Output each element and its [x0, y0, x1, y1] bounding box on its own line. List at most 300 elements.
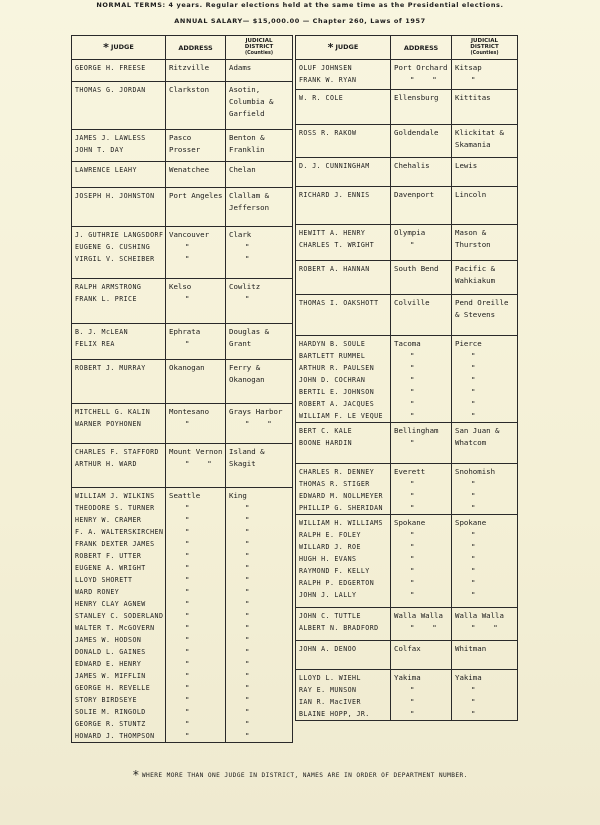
district-line: "	[471, 491, 476, 500]
district-line: "	[471, 530, 476, 539]
address-cell	[391, 515, 451, 601]
district-cell	[452, 515, 517, 601]
judge-name: HOWARD J. THOMPSON	[75, 732, 155, 740]
judge-name: JOHN T. DAY	[75, 146, 124, 154]
address-cell	[391, 670, 451, 720]
address-line: "	[410, 375, 415, 384]
judge-name: F. A. WALTERSKIRCHEN	[75, 528, 164, 536]
table-row	[72, 82, 293, 130]
judge-name: EUGENE A. WRIGHT	[75, 564, 146, 572]
address-line: "	[410, 697, 415, 706]
address-line: "	[410, 240, 415, 249]
district-line: Klickitat &	[455, 128, 504, 137]
judge-name: WARD RONEY	[75, 588, 120, 596]
judge-name: PHILLIP G. SHERIDAN	[299, 504, 383, 512]
district-cell	[452, 295, 517, 321]
district-line: Clark	[229, 230, 252, 239]
judge-names-cell	[72, 404, 165, 430]
address-line: Ephrata	[169, 327, 201, 336]
table-row	[296, 670, 518, 721]
judge-name: EUGENE G. CUSHING	[75, 243, 151, 251]
address-column-header: ADDRESS	[391, 36, 452, 60]
address-cell	[391, 608, 451, 634]
address-cell	[391, 464, 451, 514]
judge-names-cell	[296, 125, 390, 139]
table-row	[72, 324, 293, 360]
table-row	[296, 158, 518, 187]
district-line: Chelan	[229, 165, 256, 174]
judge-name: WILLIAM H. WILLIAMS	[299, 519, 383, 527]
address-cell	[166, 227, 225, 265]
judge-name: J. GUTHRIE LANGSDORF	[75, 231, 164, 239]
address-line: "	[185, 419, 190, 428]
judge-name: ROBERT F. UTTER	[75, 552, 142, 560]
table-row	[72, 444, 293, 488]
judge-name: THOMAS G. JORDAN	[75, 86, 146, 94]
judge-name: RAY E. MUNSON	[299, 686, 357, 694]
district-cell	[226, 324, 292, 350]
judge-name: WILLIAM J. WILKINS	[75, 492, 155, 500]
judge-name: THOMAS I. OAKSHOTT	[299, 299, 379, 307]
address-cell	[166, 324, 225, 350]
address-line: South Bend	[394, 264, 439, 273]
judge-name: THOMAS R. STIGER	[299, 480, 370, 488]
judge-name: CHARLES T. WRIGHT	[299, 241, 375, 249]
address-cell	[391, 90, 451, 104]
address-line: Okanogan	[169, 363, 205, 372]
district-line: Skagit	[229, 459, 256, 468]
address-line: " "	[410, 623, 437, 632]
judge-name: ARTHUR H. WARD	[75, 460, 137, 468]
judge-names-cell	[296, 670, 390, 720]
address-line: "	[410, 685, 415, 694]
address-line: "	[410, 554, 415, 563]
address-line: "	[185, 659, 190, 668]
terms-header: NORMAL TERMS: 4 years. Regular elections held at the same time as the Presidential elections.	[96, 1, 504, 9]
district-line: "	[245, 503, 250, 512]
district-line: "	[471, 479, 476, 488]
judge-name: JAMES W. MIFFLIN	[75, 672, 146, 680]
judge-name: ROBERT A. JACQUES	[299, 400, 375, 408]
address-line: "	[185, 294, 190, 303]
address-line: "	[410, 387, 415, 396]
address-line: "	[185, 254, 190, 263]
table-row	[296, 60, 518, 90]
judge-name: HENRY CLAY AGNEW	[75, 600, 146, 608]
address-line: "	[185, 623, 190, 632]
judge-name: ARTHUR R. PAULSEN	[299, 364, 375, 372]
judge-names-cell	[296, 158, 390, 172]
district-line: Jefferson	[229, 203, 270, 212]
address-line: "	[185, 635, 190, 644]
district-line: King	[229, 491, 247, 500]
table-row	[72, 279, 293, 324]
address-line: "	[185, 683, 190, 692]
district-line: Cowlitz	[229, 282, 261, 291]
judge-name: GEORGE H. FREESE	[75, 64, 146, 72]
district-line: "	[245, 647, 250, 656]
table-row	[72, 227, 293, 279]
district-line: Lewis	[455, 161, 478, 170]
district-line: Garfield	[229, 109, 265, 118]
address-line: "	[410, 590, 415, 599]
address-cell	[391, 423, 451, 449]
address-cell	[391, 158, 451, 172]
judge-name: FRANK L. PRICE	[75, 295, 137, 303]
district-line: Whatcom	[455, 438, 487, 447]
salary-header: ANNUAL SALARY— $15,000.00 — Chapter 260, Laws of 1957	[174, 17, 426, 25]
judge-name: BOONE HARDIN	[299, 439, 353, 447]
district-cell	[452, 464, 517, 514]
judge-name: ROBERT J. MURRAY	[75, 364, 146, 372]
district-line: Pacific &	[455, 264, 496, 273]
district-line: "	[471, 375, 476, 384]
district-line: Franklin	[229, 145, 265, 154]
district-line: "	[245, 611, 250, 620]
judge-name: JOSEPH H. JOHNSTON	[75, 192, 155, 200]
address-line: "	[185, 695, 190, 704]
district-line: "	[471, 503, 476, 512]
address-cell	[391, 336, 451, 422]
district-cell	[226, 279, 292, 305]
judge-name: EDWARD E. HENRY	[75, 660, 142, 668]
address-line: "	[410, 566, 415, 575]
judge-name: STORY BIRDSEYE	[75, 696, 137, 704]
judge-name: BERT C. KALE	[299, 427, 353, 435]
district-line: Ferry &	[229, 363, 261, 372]
address-line: "	[410, 411, 415, 420]
address-cell	[166, 162, 225, 176]
judge-name: ALBERT N. BRADFORD	[299, 624, 379, 632]
address-line: Colfax	[394, 644, 421, 653]
address-line: Everett	[394, 467, 426, 476]
judge-names-cell	[296, 225, 390, 251]
address-cell	[391, 187, 451, 201]
address-line: "	[185, 599, 190, 608]
district-line: "	[245, 515, 250, 524]
table-row	[296, 225, 518, 261]
address-line: Seattle	[169, 491, 201, 500]
address-cell	[166, 360, 225, 374]
judge-names-cell	[296, 261, 390, 275]
table-row	[296, 336, 518, 423]
address-line: Pasco	[169, 133, 192, 142]
judge-name: FRANK W. RYAN	[299, 76, 357, 84]
district-line: "	[245, 731, 250, 740]
judge-names-cell	[72, 82, 165, 96]
left-judges-table	[71, 35, 293, 743]
district-cell	[452, 187, 517, 201]
district-line: & Stevens	[455, 310, 496, 319]
district-cell	[452, 261, 517, 287]
table-row	[296, 90, 518, 125]
district-line: San Juan &	[455, 426, 500, 435]
district-cell	[452, 90, 517, 104]
judge-name: ROSS R. RAKOW	[299, 129, 357, 137]
district-line: "	[245, 635, 250, 644]
judge-name: JAMES W. HODSON	[75, 636, 142, 644]
address-line: Walla Walla	[394, 611, 443, 620]
table-row	[296, 423, 518, 464]
district-line: Grant	[229, 339, 252, 348]
table-row	[72, 130, 293, 162]
district-cell	[452, 158, 517, 172]
judge-name: BLAINE HOPP, JR.	[299, 710, 370, 718]
judge-name: THEODORE S. TURNER	[75, 504, 155, 512]
district-line: Okanogan	[229, 375, 265, 384]
address-line: Prosser	[169, 145, 201, 154]
district-line: "	[245, 563, 250, 572]
district-line: "	[245, 599, 250, 608]
judge-name: RALPH E. FOLEY	[299, 531, 361, 539]
district-line: "	[245, 659, 250, 668]
district-cell	[452, 670, 517, 720]
district-line: "	[471, 685, 476, 694]
judge-name: BARTLETT RUMMEL	[299, 352, 366, 360]
district-line: Pierce	[455, 339, 482, 348]
address-line: "	[185, 719, 190, 728]
judge-name: CHARLES R. DENNEY	[299, 468, 375, 476]
district-line: Skamania	[455, 140, 491, 149]
judge-names-cell	[72, 227, 165, 265]
district-line: "	[245, 539, 250, 548]
district-cell	[226, 404, 292, 430]
address-line: "	[410, 351, 415, 360]
judge-name: WILLIAM F. LE VEQUE	[299, 412, 383, 420]
judge-name: JOHN J. LALLY	[299, 591, 357, 599]
district-cell	[226, 488, 292, 742]
district-line: "	[471, 351, 476, 360]
judge-names-cell	[296, 423, 390, 449]
address-line: "	[185, 527, 190, 536]
judge-name: JOHN A. DENOO	[299, 645, 357, 653]
address-line: "	[185, 575, 190, 584]
district-cell	[226, 82, 292, 120]
judge-names-cell	[72, 130, 165, 156]
judge-name: RALPH P. EDGERTON	[299, 579, 375, 587]
address-line: Mount Vernon	[169, 447, 223, 456]
address-line: Olympia	[394, 228, 426, 237]
judge-name: FRANK DEXTER JAMES	[75, 540, 155, 548]
district-line: "	[245, 254, 250, 263]
address-line: "	[410, 363, 415, 372]
address-line: "	[410, 709, 415, 718]
district-cell	[226, 227, 292, 265]
district-line: "	[471, 578, 476, 587]
district-line: "	[245, 551, 250, 560]
district-cell	[452, 423, 517, 449]
judge-names-cell	[296, 336, 390, 422]
table-row	[296, 608, 518, 641]
footer-note: * WHERE MORE THAN ONE JUDGE IN DISTRICT, NAMES ARE IN ORDER OF DEPARTMENT NUMBER.	[132, 768, 468, 782]
judge-name: WARNER POYHONEN	[75, 420, 142, 428]
district-line: Walla Walla	[455, 611, 504, 620]
judge-names-cell	[296, 90, 390, 104]
judge-names-cell	[72, 188, 165, 202]
address-line: Chehalis	[394, 161, 430, 170]
address-cell	[166, 279, 225, 305]
address-line: "	[185, 539, 190, 548]
address-line: Vancouver	[169, 230, 210, 239]
judge-name: JOHN C. TUTTLE	[299, 612, 361, 620]
district-cell	[226, 444, 292, 470]
table-row	[296, 261, 518, 295]
judge-name: GEORGE H. REVELLE	[75, 684, 151, 692]
district-line: Wahkiakum	[455, 276, 496, 285]
district-line: "	[245, 707, 250, 716]
district-line: "	[471, 75, 476, 84]
district-cell	[226, 130, 292, 156]
judge-name: LAWRENCE LEAHY	[75, 166, 137, 174]
address-line: "	[185, 587, 190, 596]
judge-column-header: * JUDGE	[72, 36, 166, 60]
address-line: Clarkston	[169, 85, 210, 94]
judge-name: FELIX REA	[75, 340, 115, 348]
address-cell	[391, 225, 451, 251]
address-cell	[166, 404, 225, 430]
address-line: "	[185, 707, 190, 716]
address-line: Davenport	[394, 190, 435, 199]
judge-names-cell	[72, 360, 165, 374]
district-line: Thurston	[455, 240, 491, 249]
judge-name: JAMES J. LAWLESS	[75, 134, 146, 142]
address-line: "	[410, 542, 415, 551]
address-line: "	[410, 503, 415, 512]
address-line: "	[185, 503, 190, 512]
district-line: Columbia &	[229, 97, 274, 106]
right-judges-table	[295, 35, 518, 721]
district-line: Island &	[229, 447, 265, 456]
address-line: "	[185, 515, 190, 524]
district-line: Mason &	[455, 228, 487, 237]
address-cell	[391, 125, 451, 139]
district-line: "	[245, 587, 250, 596]
table-row	[296, 187, 518, 225]
address-line: Kelso	[169, 282, 192, 291]
table-row	[72, 60, 293, 82]
district-line: Kitsap	[455, 63, 482, 72]
address-cell	[166, 444, 225, 470]
judge-name: DONALD L. GAINES	[75, 648, 146, 656]
judge-names-cell	[296, 295, 390, 309]
district-line: "	[245, 242, 250, 251]
address-line: "	[410, 479, 415, 488]
judge-name: SOLIE M. RINGOLD	[75, 708, 146, 716]
district-line: Adams	[229, 63, 252, 72]
judge-names-cell	[296, 641, 390, 655]
address-line: "	[410, 530, 415, 539]
district-cell	[452, 225, 517, 251]
table-row	[296, 464, 518, 515]
judge-name: IAN R. MacIVER	[299, 698, 361, 706]
district-line: "	[471, 411, 476, 420]
judge-name: HENRY W. CRAMER	[75, 516, 142, 524]
judge-name: WILLARD J. ROE	[299, 543, 361, 551]
judge-name: HUGH H. EVANS	[299, 555, 357, 563]
judge-names-cell	[72, 162, 165, 176]
address-line: "	[185, 563, 190, 572]
address-cell	[391, 295, 451, 309]
table-row	[72, 188, 293, 227]
district-line: Kittitas	[455, 93, 491, 102]
address-line: Spokane	[394, 518, 426, 527]
district-cell	[226, 162, 292, 176]
address-line: "	[185, 242, 190, 251]
district-line: "	[471, 542, 476, 551]
table-row	[296, 125, 518, 158]
address-column-header: ADDRESS	[166, 36, 226, 60]
district-line: "	[245, 671, 250, 680]
address-line: "	[185, 647, 190, 656]
district-line: Spokane	[455, 518, 487, 527]
district-line: Benton &	[229, 133, 265, 142]
judge-name: VIRGIL V. SCHEIBER	[75, 255, 155, 263]
address-line: "	[410, 491, 415, 500]
table-row	[296, 641, 518, 670]
address-line: Bellingham	[394, 426, 439, 435]
district-line: "	[245, 683, 250, 692]
district-line: "	[245, 719, 250, 728]
district-line: Pend Oreille	[455, 298, 509, 307]
address-line: "	[185, 611, 190, 620]
district-line: "	[471, 709, 476, 718]
address-line: Goldendale	[394, 128, 439, 137]
judge-name: CHARLES F. STAFFORD	[75, 448, 159, 456]
judge-name: BERTIL E. JOHNSON	[299, 388, 375, 396]
address-cell	[166, 188, 225, 202]
table-row	[72, 488, 293, 743]
district-column-header: JUDICIAL DISTRICT (Counties)	[226, 36, 293, 60]
judge-name: LLOYD L. WIEHL	[299, 674, 361, 682]
address-line: "	[410, 578, 415, 587]
address-line: Ritzville	[169, 63, 210, 72]
address-line: "	[410, 399, 415, 408]
judge-name: GEORGE R. STUNTZ	[75, 720, 146, 728]
district-line: "	[471, 387, 476, 396]
judge-name: W. R. COLE	[299, 94, 344, 102]
district-line: " "	[245, 419, 272, 428]
district-line: "	[471, 697, 476, 706]
address-line: Tacoma	[394, 339, 421, 348]
table-row	[296, 295, 518, 336]
district-cell	[452, 336, 517, 422]
judge-names-cell	[72, 324, 165, 350]
district-line: Yakima	[455, 673, 482, 682]
district-line: Asotin,	[229, 85, 261, 94]
address-line: "	[185, 731, 190, 740]
district-line: "	[471, 399, 476, 408]
address-line: "	[185, 339, 190, 348]
district-line: Clallam &	[229, 191, 270, 200]
district-cell	[226, 188, 292, 214]
district-cell	[226, 60, 292, 74]
district-cell	[452, 125, 517, 151]
judge-names-cell	[72, 488, 165, 742]
judge-name: WALTER T. McGOVERN	[75, 624, 155, 632]
judge-name: OLUF JOHNSEN	[299, 64, 353, 72]
judge-names-cell	[72, 60, 165, 74]
address-line: Wenatchee	[169, 165, 210, 174]
district-line: "	[471, 363, 476, 372]
district-line: Grays Harbor	[229, 407, 283, 416]
judge-name: RALPH ARMSTRONG	[75, 283, 142, 291]
address-line: "	[185, 551, 190, 560]
judge-names-cell	[296, 515, 390, 601]
district-cell	[226, 360, 292, 386]
judge-name: EDWARD M. NOLLMEYER	[299, 492, 383, 500]
judge-name: LLOYD SHORETT	[75, 576, 133, 584]
district-line: "	[245, 527, 250, 536]
